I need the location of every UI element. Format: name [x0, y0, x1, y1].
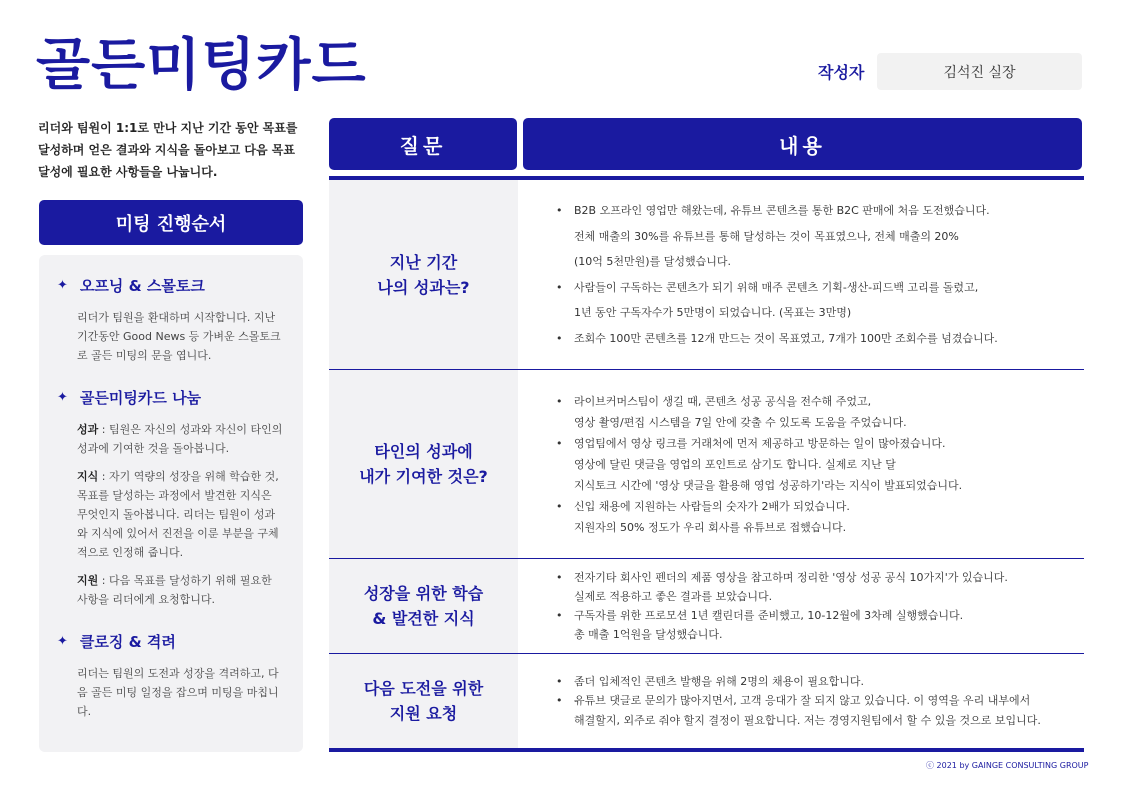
author-field[interactable]: 김석진 실장 — [877, 53, 1082, 90]
question-cell — [329, 559, 518, 653]
meeting-steps-panel — [39, 255, 303, 752]
content-bullet — [548, 433, 1084, 496]
meeting-step-text — [77, 420, 285, 458]
content-line: • 신입 채용에 지원하는 사람들의 숫자가 2배가 되었습니다. — [574, 499, 850, 513]
meeting-step — [57, 275, 285, 365]
content-bullet — [548, 606, 1084, 644]
question-text: 타인의 성과에 — [374, 442, 473, 461]
meeting-step-text — [77, 664, 285, 721]
content-bullet — [548, 568, 1084, 606]
content-line: • B2B 오프라인 영업만 해왔는데, 유튜브 콘텐츠를 통한 B2C 판매에 처음 도전했습니다. — [574, 204, 990, 217]
meeting-step-keyword: 지원 — [77, 574, 99, 587]
copyright-text: ⓒ 2021 by GAINGE CONSULTING GROUP — [926, 761, 1089, 770]
meeting-order-header: 미팅 진행순서 — [39, 200, 303, 245]
content-line: 지원자의 50% 정도가 우리 회사를 유튜브로 접했습니다. — [574, 520, 847, 534]
content-cell — [518, 180, 1084, 369]
question-text: 지난 기간 — [389, 252, 458, 272]
meeting-step-description: 리더가 팀원을 환대하며 시작합니다. 지난 기간동안 Good News 등 가벼운 스몰토크로 골든 미팅의 문을 엽니다. — [77, 311, 281, 362]
star-icon: ✦ — [57, 634, 68, 649]
star-icon: ✦ — [57, 390, 68, 405]
table-row — [329, 654, 1084, 748]
content-line: • 라이브커머스팀이 생길 때, 콘텐츠 성공 공식을 전수해 주었고, — [574, 394, 872, 408]
question-text: & 발견한 지식 — [372, 609, 475, 628]
meeting-step-text — [77, 308, 285, 365]
content-line: (10억 5천만원)를 달성했습니다. — [574, 255, 731, 268]
meeting-step-description: : 다음 목표를 달성하기 위해 필요한 사항을 리더에게 요청합니다. — [77, 574, 272, 606]
content-line: 실제로 적용하고 좋은 결과를 보았습니다. — [574, 590, 773, 603]
question-text: 나의 성과는? — [377, 277, 470, 297]
table-bottom-rule — [329, 748, 1084, 752]
question-cell — [329, 370, 518, 558]
meeting-step — [57, 631, 285, 721]
content-line: • 유튜브 댓글로 문의가 많아지면서, 고객 응대가 잘 되지 않고 있습니다. 이 영역을 우리 내부에서 — [574, 694, 1031, 708]
question-text: 성장을 위한 학습 — [363, 584, 484, 603]
author-label: 작성자 — [818, 63, 865, 82]
content-bullet — [548, 496, 1084, 538]
meeting-step-label: 오프닝 & 스몰토크 — [79, 277, 205, 295]
content-cell — [518, 559, 1084, 653]
question-cell — [329, 180, 518, 369]
content-line: • 조회수 100만 콘텐츠를 12개 만드는 것이 목표였고, 7개가 100만 조회수를 넘겼습니다. — [574, 331, 998, 345]
content-bullet — [548, 391, 1084, 433]
content-cell — [518, 370, 1084, 558]
content-line: • 영업팀에서 영상 링크를 거래처에 먼저 제공하고 방문하는 일이 많아졌습니다. — [574, 436, 946, 450]
intro-text: 리더와 팀원이 1:1로 만나 지난 기간 동안 목표를 달성하며 얻은 결과와 지식을 돌아보고 다음 목표 달성에 필요한 사항들을 나눕니다. — [38, 121, 298, 179]
table-row — [329, 370, 1084, 559]
meeting-step-text — [77, 467, 285, 562]
meeting-step-title — [57, 631, 285, 652]
meeting-step — [57, 387, 285, 609]
meeting-step-title — [57, 387, 285, 408]
content-line: 영상에 달린 댓글을 영업의 포인트로 삼기도 합니다. 실제로 지난 달 — [574, 457, 896, 471]
star-icon: ✦ — [57, 278, 68, 293]
meeting-step-label: 골든미팅카드 나눔 — [79, 389, 202, 407]
meeting-step-description: : 자기 역량의 성장을 위해 학습한 것, 목표를 달성하는 과정에서 발견한 지식은 무엇인지 돌아봅니다. 리더는 팀원이 성과와 지식에 있어서 진전을 이룬 부분을 구체적으로 인정해 줍니다. — [77, 470, 279, 559]
content-bullet — [548, 275, 1084, 326]
content-line: • 좀더 입체적인 콘텐츠 발행을 위해 2명의 채용이 필요합니다. — [574, 674, 864, 688]
meeting-step-keyword: 성과 — [77, 423, 99, 436]
content-bullet — [548, 691, 1084, 730]
content-line: 영상 촬영/편집 시스템을 7일 안에 갖출 수 있도록 도움을 주었습니다. — [574, 415, 907, 429]
content-bullet — [548, 198, 1084, 275]
question-cell — [329, 654, 518, 748]
question-text: 지원 요청 — [389, 704, 458, 723]
meeting-step-keyword: 지식 — [77, 470, 99, 483]
question-column-header: 질문 — [329, 118, 517, 170]
content-bullet — [548, 672, 1084, 692]
content-line: • 전자기타 회사인 펜더의 제품 영상을 참고하며 정리한 '영상 성공 공식 10가지'가 있습니다. — [574, 571, 1008, 584]
content-cell — [518, 654, 1084, 748]
meeting-step-label: 클로징 & 격려 — [79, 633, 176, 651]
meeting-step-text — [77, 571, 285, 609]
content-line: • 사람들이 구독하는 콘텐츠가 되기 위해 매주 콘텐츠 기획-생산-피드백 고리를 돌렸고, — [574, 280, 979, 294]
content-line: • 구독자를 위한 프로모션 1년 캘린더를 준비했고, 10-12월에 3차례 실행했습니다. — [574, 609, 964, 622]
content-line: 지식토크 시간에 '영상 댓글을 활용해 영업 성공하기'라는 지식이 발표되었습니다. — [574, 478, 963, 492]
page-title: 골든미팅카드 — [36, 33, 367, 98]
question-text: 다음 도전을 위한 — [363, 679, 484, 698]
content-line: 총 매출 1억원을 달성했습니다. — [574, 628, 723, 641]
content-bullet — [548, 326, 1084, 352]
content-column-header: 내용 — [523, 118, 1082, 170]
meeting-step-description: : 팀원은 자신의 성과와 자신이 타인의 성과에 기여한 것을 돌아봅니다. — [77, 423, 283, 455]
meeting-step-description: 리더는 팀원의 도전과 성장을 격려하고, 다음 골든 미팅 일정을 잡으며 미팅을 마칩니다. — [77, 667, 279, 718]
content-line: 전체 매출의 30%를 유튜브를 통해 달성하는 것이 목표였으나, 전체 매출의 20% — [574, 229, 959, 243]
content-line: 1년 동안 구독자수가 5만명이 되었습니다. (목표는 3만명) — [574, 306, 852, 319]
meeting-step-title — [57, 275, 285, 296]
table-row — [329, 559, 1084, 654]
table-row — [329, 180, 1084, 370]
content-line: 해결할지, 외주로 줘야 할지 결정이 필요합니다. 저는 경영지원팀에서 할 수 있을 것으로 보입니다. — [574, 713, 1041, 727]
question-text: 내가 기여한 것은? — [359, 467, 488, 486]
